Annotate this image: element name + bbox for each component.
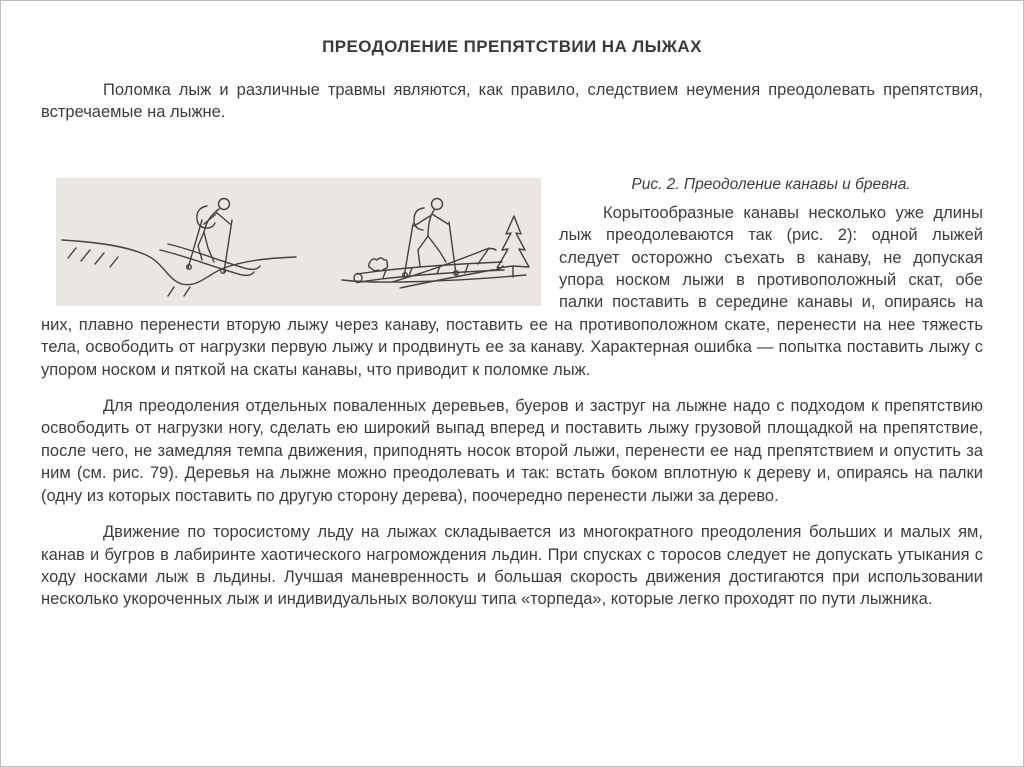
intro-paragraph: Поломка лыж и различные травмы являются, как правило, следствием неумения преодолевать препятствия, встречаемые на лыжне.: [41, 81, 983, 122]
figure-section: [41, 176, 983, 381]
figure-image: [56, 178, 541, 306]
figure-caption: Рис. 2. Преодоление канавы и бревна.: [631, 175, 911, 193]
ditch-paragraph: Корытообразные канавы несколько уже длины лыж преодолеваются так (рис. 2): одной лыжей следует осторожно съехать в канаву, не допуская упора носком лыжи в противоположный скат, обе палки поставить в середине канавы и, опираясь на них, плавно перенести вторую лыжу через канаву, поставить ее на противоположном скате, перенести на нее тяжесть тела, освободить от нагрузки первую лыжу и продвинуть ее за канаву. Характерная ошибка — попытка поставить лыжу с упором носком и пяткой на скаты канавы, что приводит к поломке лыж.: [41, 203, 983, 379]
trees-paragraph: Для преодоления отдельных поваленных деревьев, буеров и заструг на лыжне надо с подходом к препятствию освободить от нагрузки ногу, сделать ею широкий выпад вперед и поставить лыжу грузовой площадкой на препятствие, после чего, не замедляя темпа движения, приподнять носок второй лыжи, перенести ее над препятствием и опустить за ним (см. рис. 79). Деревья на лыжне можно преодолевать и так: встать боком вплотную к дереву и, опираясь на палки (одну из которых поставить по другую сторону дерева), поочередно перенести лыжи за дерево.: [41, 397, 983, 505]
slide-content: [1, 37, 1023, 611]
page-title: ПРЕОДОЛЕНИЕ ПРЕПЯТСТВИИ НА ЛЫЖАХ: [322, 37, 702, 56]
skiers-sketch-illustration: [56, 178, 541, 306]
ice-paragraph: Движение по торосистому льду на лыжах складывается из многократного преодоления больших и малых ям, канав и бугров в лабиринте хаотического нагромождения льдин. При спусках с торосов следует не допускать утыкания с ходу носками лыж в льдины. Лучшая маневренность и большая скорость движения достигаются при использовании несколько укороченных лыж и индивидуальных волокуш типа «торпеда», которые легко проходят по пути лыжника.: [41, 523, 983, 609]
